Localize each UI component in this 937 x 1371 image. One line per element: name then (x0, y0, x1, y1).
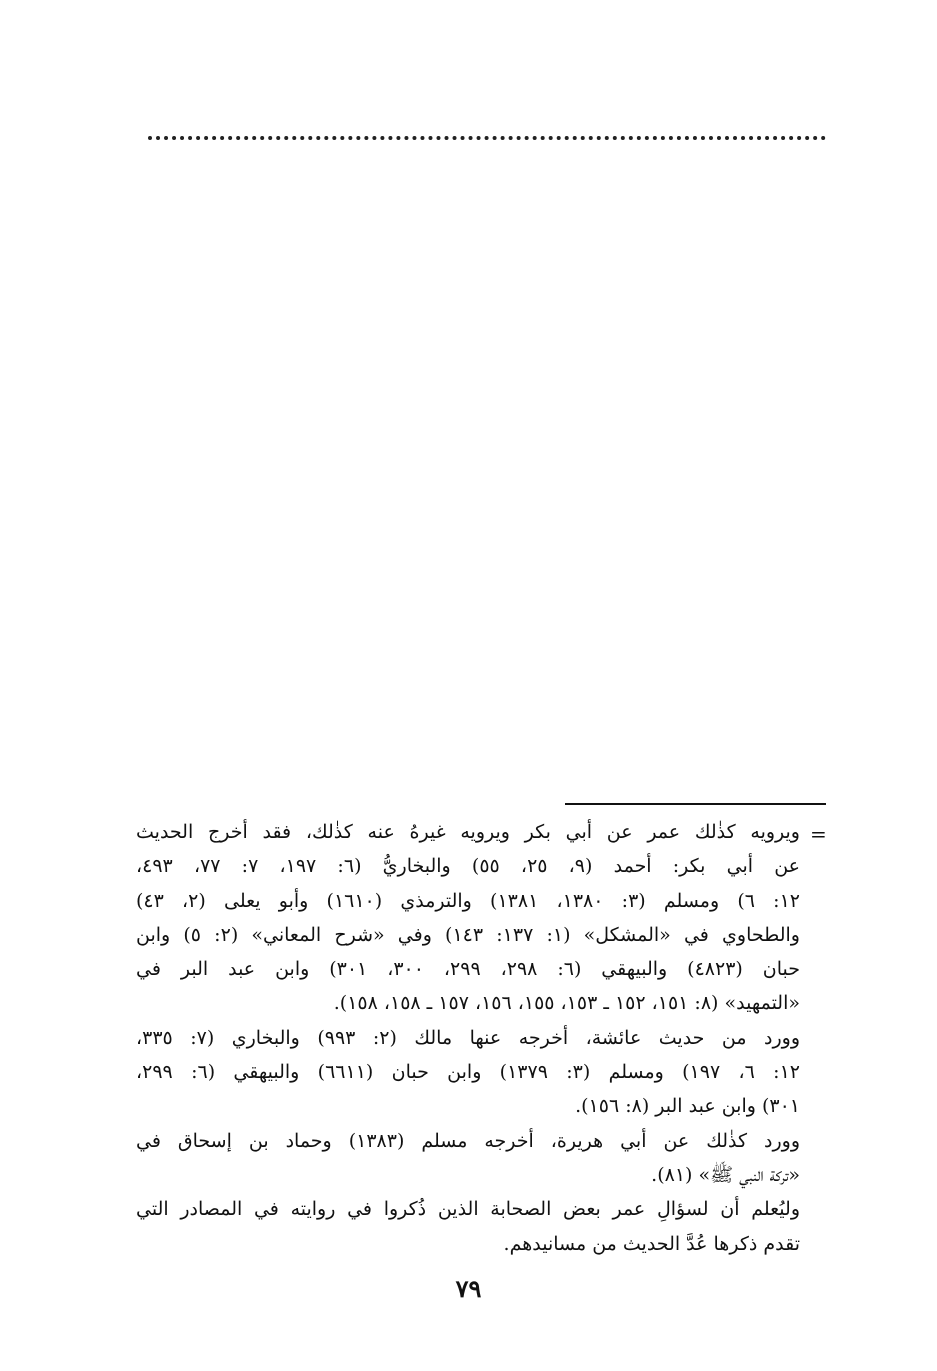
footnote-continuation-mark: = (810, 822, 827, 846)
footnote-line: تقدم ذكرها عُدَّ الحديث من مسانيدهم. (503, 1232, 800, 1255)
footnote-line: «التمهيد» (٨: ١٥١، ١٥٢ ـ ١٥٣، ١٥٥، ١٥٦، ١٥٧ ـ ١٥٨، ١٥٨). (333, 992, 800, 1015)
footnote-separator (565, 803, 826, 805)
footnote-text (136, 815, 800, 1261)
footnote-line: حبان (٤٨٢٣) والبيهقي (٦: ٢٩٨، ٢٩٩، ٣٠٠، ٣٠١) وابن عبد البر في (136, 958, 800, 981)
footnote-line: ١٢: ٦) ومسلم (٣: ١٣٨٠، ١٣٨١) والترمذي (١٦١٠) وأبو يعلى (٢، ٤٣) (136, 889, 800, 912)
footnote-line: ويرويه كذٰلك عمر عن أبي بكر ويرويه غيرهُ عنه كذٰلك، فقد أخرج الحديث (136, 821, 800, 843)
footnote-line: وورد كذٰلك عن أبي هريرة، أخرجه مسلم (١٣٨٣) وحماد بن إسحاق في (136, 1129, 800, 1152)
footnote-line: «تركة النبي ﷺ» (٨١). (651, 1163, 800, 1186)
footnote-line: وليُعلم أن لسؤالِ عمر بعض الصحابة الذين ذُكروا في روايته في المصادر التي (136, 1198, 800, 1221)
footnote-line: والطحاوي في «المشكل» (١: ١٣٧: ١٤٣) وفي «شرح المعاني» (٢: ٥) وابن (136, 923, 800, 946)
page-number: ٧٩ (455, 1274, 482, 1303)
footnote-line: عن أبي بكر: أحمد (٩، ٢٥، ٥٥) والبخاريُّ (٦: ١٩٧، ٧: ٧٧، ٤٩٣، (136, 855, 800, 878)
top-dotted-rule (148, 136, 826, 140)
footnote-line: وورد من حديث عائشة، أخرجه عنها مالك (٢: ٩٩٣) والبخاري (٧: ٣٣٥، (136, 1026, 800, 1049)
footnote-line: ١٢: ٦، ١٩٧) ومسلم (٣: ١٣٧٩) وابن حبان (٦٦١١) والبيهقي (٦: ٢٩٩، (136, 1061, 800, 1084)
footnote-line: ٣٠١) وابن عبد البر (٨: ١٥٦). (575, 1095, 800, 1118)
